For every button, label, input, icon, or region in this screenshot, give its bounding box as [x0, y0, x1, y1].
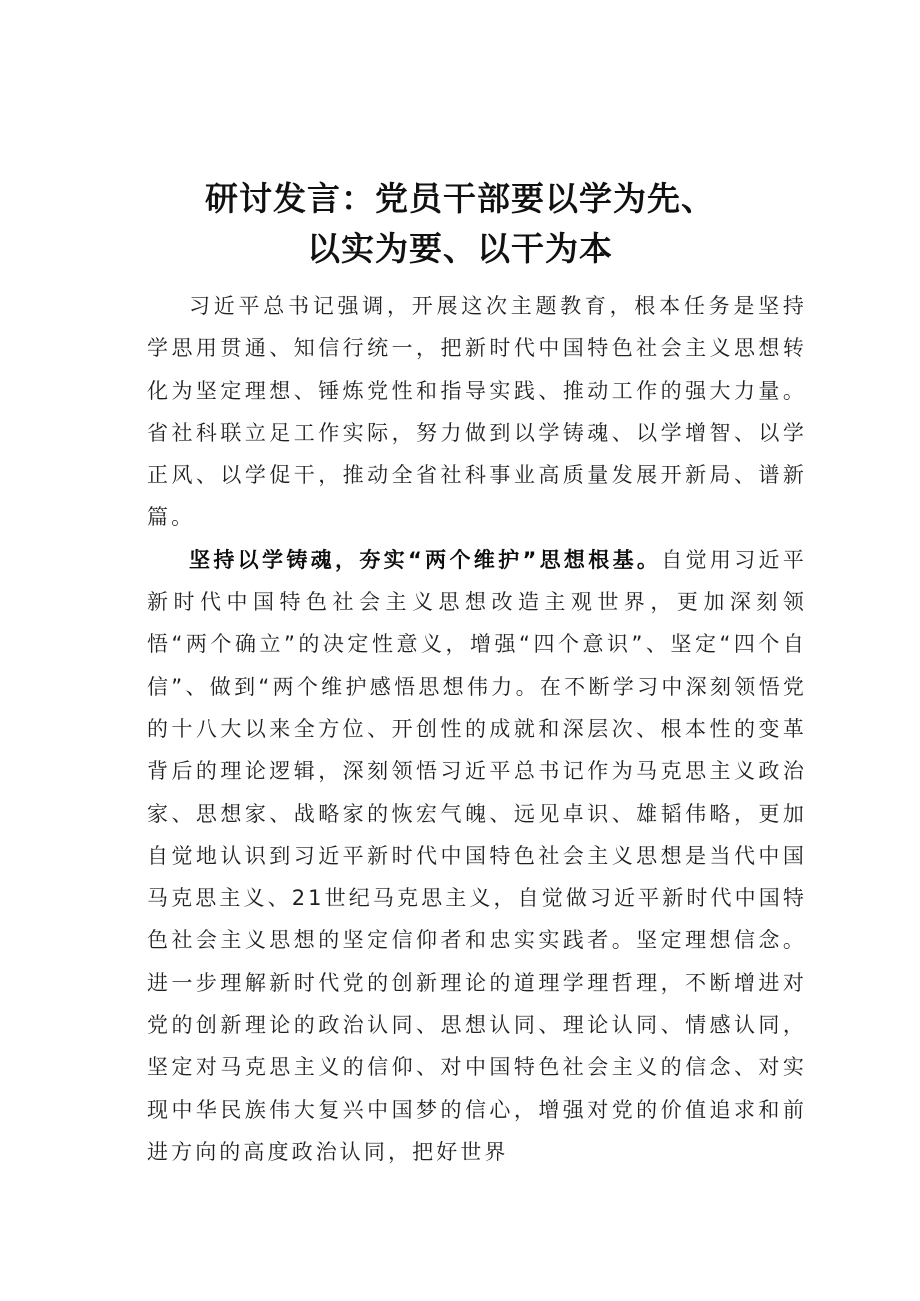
paragraph-intro-text: 习近平总书记强调，开展这次主题教育，根本任务是坚持学思用贯通、知信行统一，把新时代中国特色社会主义思想转化为坚定理想、锤炼党性和指导实践、推动工作的强大力量。省社科联立足工作实际，努力做到以学铸魂、以学增智、以学正风、以学促干，推动全省社科事业高质量发展开新局、谱新篇。 [147, 294, 807, 530]
title-line-1: 研讨发言：党员干部要以学为先、 [205, 179, 715, 219]
title-line-2: 以实为要、以干为本 [307, 229, 613, 269]
paragraph-section-1 [147, 539, 807, 1173]
paragraph-intro [147, 285, 807, 539]
section-1-text: 自觉用习近平新时代中国特色社会主义思想改造主观世界，更加深刻领悟“两个确立”的决定性意义，增强“四个意识”、坚定“四个自信”、做到“两个维护感悟思想伟力。在不断学习中深刻领悟党的十八大以来全方位、开创性的成就和深层次、根本性的变革背后的理论逻辑，深刻领悟习近平总书记作为马克思主义政治家、思想家、战略家的恢宏气魄、远见卓识、雄韬伟略，更加自觉地认识到习近平新时代中国特色社会主义思想是当代中国马克思主义、21世纪马克思主义，自觉做习近平新时代中国特色社会主义思想的坚定信仰者和忠实实践者。坚定理想信念。进一步理解新时代党的创新理论的道理学理哲理，不断增进对党的创新理论的政治认同、思想认同、理论认同、情感认同，坚定对马克思主义的信仰、对中国特色社会主义的信念、对实现中华民族伟大复兴中国梦的信心，增强对党的价值追求和前进方向的高度政治认同，把好世界 [147, 547, 807, 1164]
document-title [0, 174, 920, 274]
section-1-heading: 坚持以学铸魂，夯实“两个维护”思想根基。 [189, 547, 662, 572]
document-body [147, 285, 807, 1173]
